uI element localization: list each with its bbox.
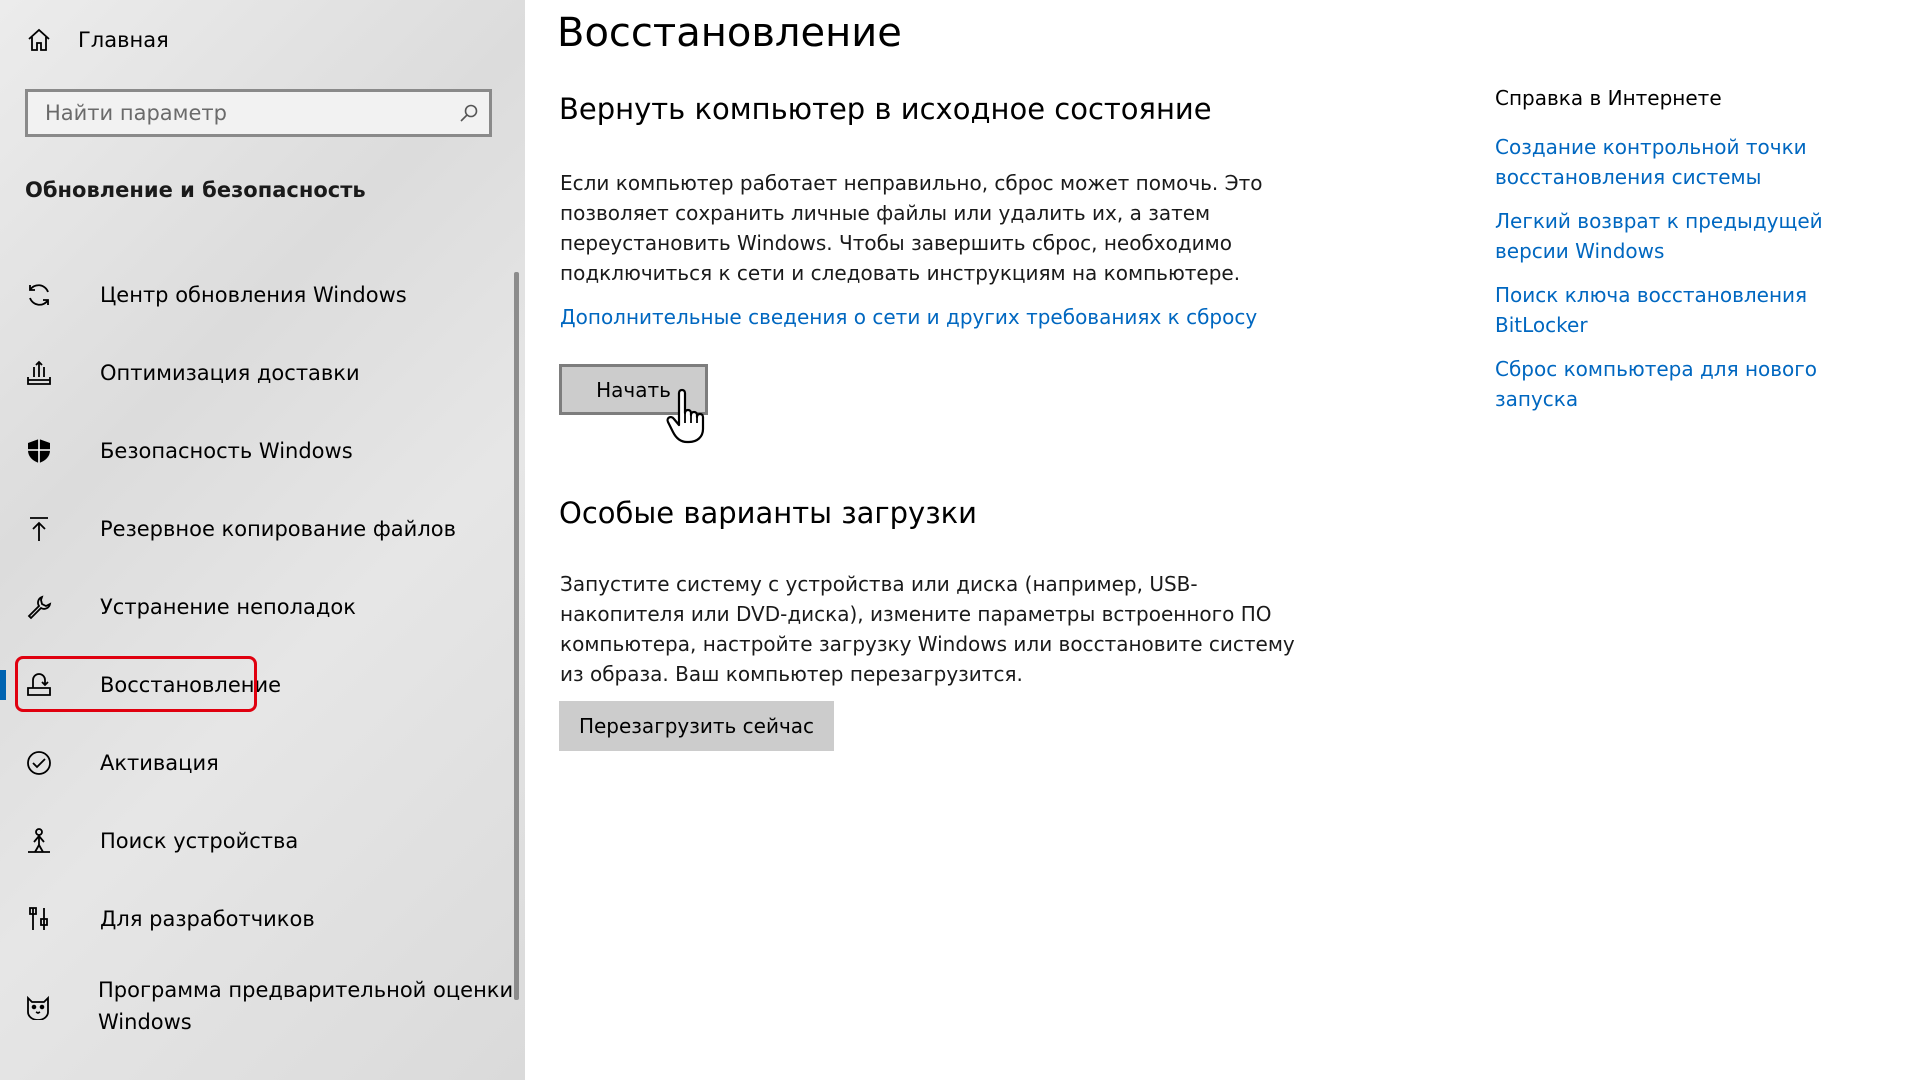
upload-arrow-icon bbox=[24, 514, 54, 544]
sidebar-item-label: Для разработчиков bbox=[100, 907, 315, 931]
shield-icon bbox=[24, 436, 54, 466]
main-content bbox=[525, 0, 1920, 1080]
sidebar-item-label: Резервное копирование файлов bbox=[100, 517, 456, 541]
help-link-previous-version[interactable]: Легкий возврат к предыдущей версии Windows bbox=[1495, 209, 1823, 263]
sidebar-item-delivery-optimization[interactable] bbox=[0, 334, 525, 412]
page-title: Восстановление bbox=[557, 10, 902, 56]
insider-cat-icon bbox=[24, 991, 52, 1021]
person-location-icon bbox=[24, 826, 54, 856]
sidebar-item-label: Центр обновления Windows bbox=[100, 283, 407, 307]
sidebar-item-recovery[interactable] bbox=[0, 646, 525, 724]
sidebar-item-insider[interactable] bbox=[0, 958, 525, 1054]
help-link-fresh-start[interactable]: Сброс компьютера для нового запуска bbox=[1495, 357, 1818, 411]
help-link-bitlocker-key[interactable]: Поиск ключа восстановления BitLocker bbox=[1495, 283, 1808, 337]
sidebar-section-title: Обновление и безопасность bbox=[25, 178, 366, 202]
help-title: Справка в Интернете bbox=[1495, 86, 1722, 110]
restart-now-button[interactable]: Перезагрузить сейчас bbox=[559, 701, 834, 751]
sidebar-item-label: Программа предварительной оценки Windows bbox=[98, 978, 514, 1034]
sidebar bbox=[0, 0, 525, 1080]
sidebar-nav bbox=[0, 256, 525, 1054]
wrench-icon bbox=[24, 592, 54, 622]
sidebar-item-activation[interactable] bbox=[0, 724, 525, 802]
help-link-restore-point[interactable]: Создание контрольной точки восстановления системы bbox=[1495, 135, 1807, 189]
help-panel bbox=[1495, 86, 1855, 428]
sidebar-item-label: Восстановление bbox=[100, 673, 282, 697]
sidebar-item-label: Безопасность Windows bbox=[100, 439, 353, 463]
reset-requirements-link[interactable]: Дополнительные сведения о сети и других требованиях к сбросу bbox=[560, 305, 1258, 329]
highlight-box bbox=[15, 656, 257, 712]
sidebar-item-developers[interactable] bbox=[0, 880, 525, 958]
sidebar-scrollbar[interactable] bbox=[514, 272, 519, 1000]
reset-heading: Вернуть компьютер в исходное состояние bbox=[559, 92, 1212, 126]
search-box[interactable] bbox=[25, 89, 492, 137]
check-circle-icon bbox=[24, 748, 54, 778]
sidebar-item-label: Оптимизация доставки bbox=[100, 361, 360, 385]
sidebar-item-label: Активация bbox=[100, 751, 219, 775]
developer-tools-icon bbox=[24, 904, 54, 934]
sidebar-item-label: Поиск устройства bbox=[100, 829, 299, 853]
search-input[interactable] bbox=[28, 92, 449, 134]
sidebar-item-windows-update[interactable] bbox=[0, 256, 525, 334]
sidebar-item-find-device[interactable] bbox=[0, 802, 525, 880]
reset-description: Если компьютер работает неправильно, сброс может помочь. Это позволяет сохранить личные файлы или удалить их, а затем переустановить Windows. Чтобы завершить сброс, необходимо подключиться к сети и следовать инструкциям на компьютере. bbox=[560, 171, 1263, 285]
advanced-startup-description: Запустите систему с устройства или диска (например, USB-накопителя или DVD-диска), измените параметры встроенного ПО компьютера, настройте загрузку Windows или восстановите систему из образа. Ваш компьютер перезагрузится. bbox=[560, 572, 1295, 686]
home-label: Главная bbox=[78, 28, 169, 52]
home-icon bbox=[24, 25, 54, 55]
sync-icon bbox=[24, 280, 54, 310]
home-nav-item[interactable] bbox=[24, 22, 169, 58]
search-icon[interactable] bbox=[449, 103, 489, 123]
sidebar-item-backup[interactable] bbox=[0, 490, 525, 568]
sidebar-item-windows-security[interactable] bbox=[0, 412, 525, 490]
delivery-optimization-icon bbox=[24, 358, 54, 388]
hand-cursor-icon bbox=[665, 387, 713, 445]
sidebar-item-label: Устранение неполадок bbox=[100, 595, 356, 619]
sidebar-item-troubleshoot[interactable] bbox=[0, 568, 525, 646]
start-reset-button[interactable]: Начать bbox=[559, 364, 708, 415]
advanced-startup-heading: Особые варианты загрузки bbox=[559, 496, 977, 530]
